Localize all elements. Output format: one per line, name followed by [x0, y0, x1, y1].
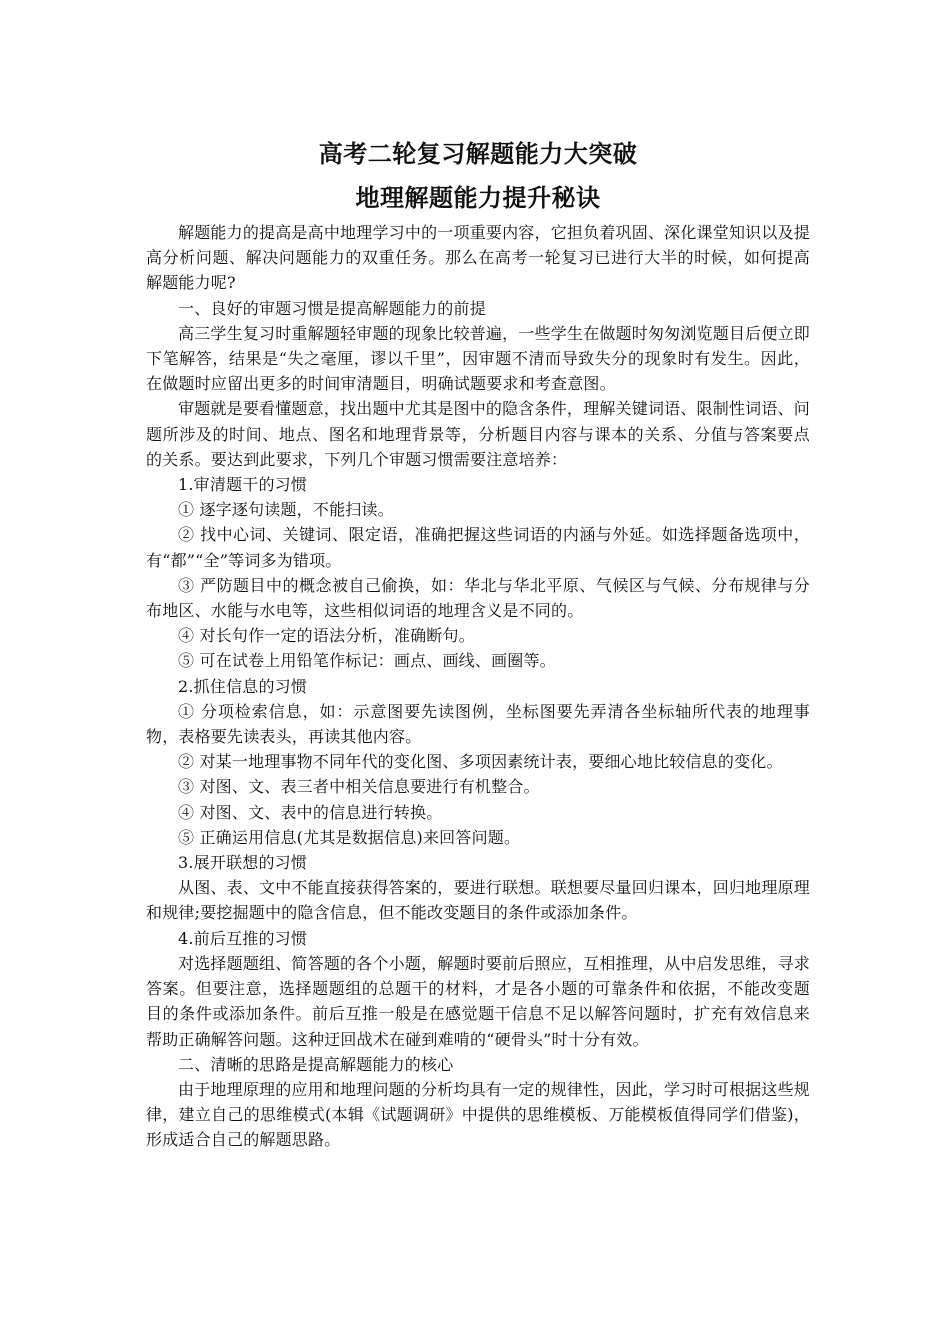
document-title: 高考二轮复习解题能力大突破: [318, 139, 638, 168]
body-paragraph: 高三学生复习时重解题轻审题的现象比较普遍，一些学生在做题时匆匆浏览题目后便立即下笔解答，结果是“失之毫厘，谬以千里”，因审题不清而导致失分的现象时有发生。因此，在做题时应留出更多的时间审清题目，明确试题要求和考查意图。: [146, 323, 810, 394]
list-item: ④ 对长句作一定的语法分析，准确断句。: [178, 626, 475, 646]
list-item: ② 对某一地理事物不同年代的变化图、多项因素统计表，要细心地比较信息的变化。: [178, 752, 783, 772]
document-subtitle: 地理解题能力提升秘诀: [355, 183, 601, 212]
list-item: ③ 对图、文、表三者中相关信息要进行有机整合。: [178, 777, 540, 797]
intro-paragraph: 解题能力的提高是高中地理学习中的一项重要内容，它担负着巩固、深化课堂知识以及提高分析问题、解决问题能力的双重任务。那么在高考一轮复习已进行大半的时候，如何提高解题能力呢?: [146, 223, 810, 293]
list-item: ⑤ 可在试卷上用铅笔作标记：画点、画线、画圈等。: [178, 651, 556, 671]
list-item: ③ 严防题目中的概念被自己偷换，如：华北与华北平原、气候区与气候、分布规律与分布地区、水能与水电等，这些相似词语的地理含义是不同的。: [146, 575, 810, 621]
list-item: ④ 对图、文、表中的信息进行转换。: [178, 802, 443, 822]
subsection-heading-2: 2.抓住信息的习惯: [178, 676, 308, 696]
list-item: ② 找中心词、关键词、限定语，准确把握这些词语的内涵与外延。如选择题备选项中，有“都”“全”等词多为错项。: [146, 525, 810, 570]
body-paragraph: 审题就是要看懂题意，找出题中尤其是图中的隐含条件，理解关键词语、限制性词语、问题所涉及的时间、地点、图名和地理背景等，分析题目内容与课本的关系、分值与答案要点的关系。要达到此要求，下列几个审题习惯需要注意培养：: [146, 399, 810, 469]
section-heading-1: 一、良好的审题习惯是提高解题能力的前提: [178, 298, 486, 318]
body-paragraph: 对选择题题组、简答题的各个小题，解题时要前后照应，互相推理，从中启发思维，寻求答案。但要注意，选择题题组的总题干的材料，才是各小题的可靠条件和依据，不能改变题目的条件或添加条件。前后互推一般是在感觉题干信息不足以解答问题时，扩充有效信息来帮助正确解答问题。这种迂回战术在碰到难啃的“硬骨头”时十分有效。: [146, 953, 810, 1049]
body-paragraph: 从图、表、文中不能直接获得答案的，要进行联想。联想要尽量回归课本，回归地理原理和规律;要挖掘题中的隐含信息，但不能改变题目的条件或添加条件。: [146, 878, 810, 923]
subsection-heading-1: 1.审清题干的习惯: [178, 475, 308, 495]
subsection-heading-3: 3.展开联想的习惯: [178, 853, 308, 873]
list-item: ⑤ 正确运用信息(尤其是数据信息)来回答问题。: [178, 827, 521, 847]
document-page: [146, 130, 810, 1153]
list-item: ① 分项检索信息，如：示意图要先读图例，坐标图要先弄清各坐标轴所代表的地理事物，表格要先读表头，再读其他内容。: [146, 701, 810, 747]
list-item: ① 逐字逐句读题，不能扫读。: [178, 500, 394, 520]
section-heading-2: 二、清晰的思路是提高解题能力的核心: [178, 1054, 454, 1074]
subsection-heading-4: 4.前后互推的习惯: [178, 928, 308, 948]
body-paragraph: 由于地理原理的应用和地理问题的分析均具有一定的规律性，因此，学习时可根据这些规律，建立自己的思维模式(本辑《试题调研》中提供的思维模板、万能模板值得同学们借鉴)，形成适合自己的解题思路。: [146, 1079, 810, 1150]
